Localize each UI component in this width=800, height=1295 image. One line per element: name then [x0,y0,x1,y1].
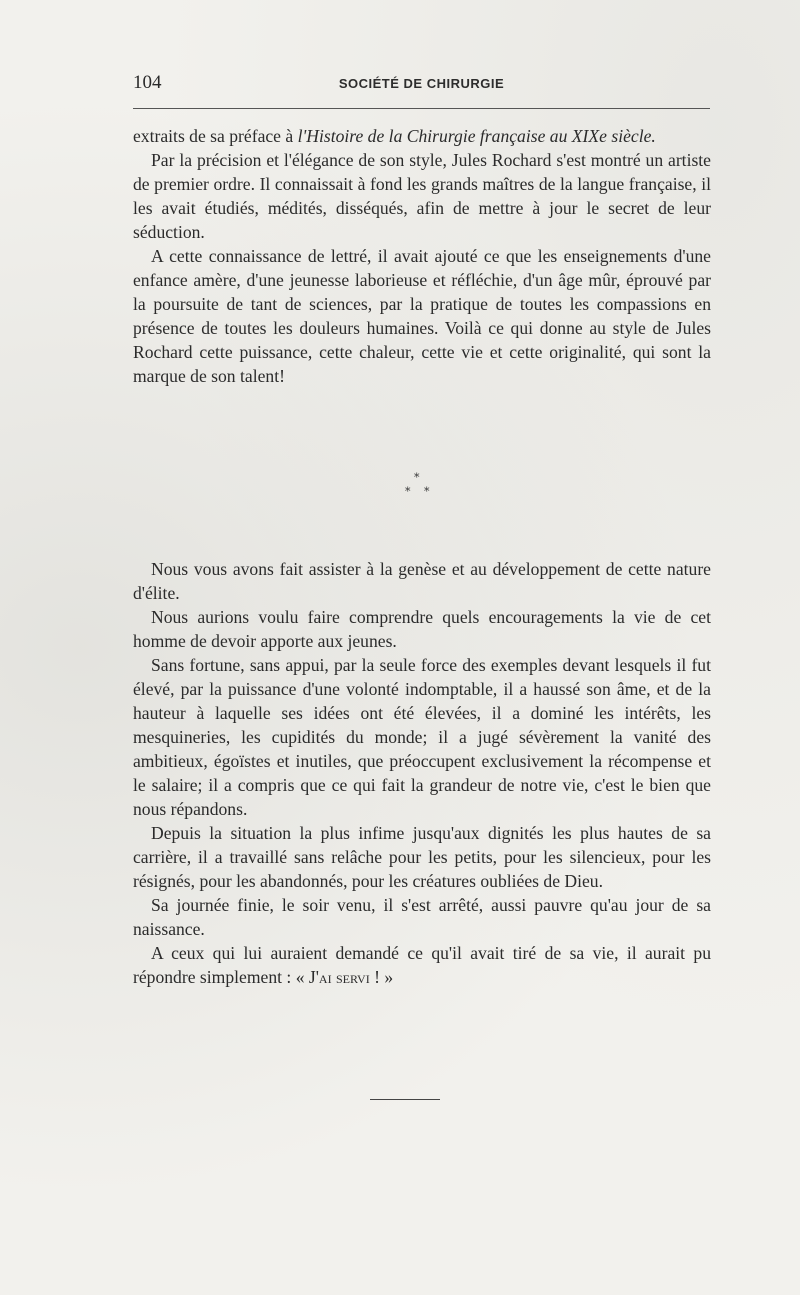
final-paragraph-text: A ceux qui lui auraient demandé ce qu'il avait tiré de sa vie, il aurait pu répondre simplement : « [133,943,711,987]
paragraph-journee: Sa journée finie, le soir venu, il s'est arrêté, aussi pauvre qu'au jour de sa naissance. [133,895,711,939]
section-separator-asterism [403,472,433,508]
end-rule [370,1099,440,1100]
page-header [133,72,710,98]
asterism-star-left: * [405,485,411,498]
paragraph-carriere: Depuis la situation la plus infime jusqu'aux dignités les plus hautes de sa carrière, il a travaillé sans relâche pour les petits, pour les silencieux, pour les résignés, pour les abandonnés, pour les créatures oubliées de Dieu. [133,823,711,891]
book-title-reference: l'Histoire de la Chirurgie française au XIXe siècle. [297,126,656,146]
paragraph-connaissance: A cette connaissance de lettré, il avait ajouté ce que les enseignements d'une enfance amère, d'une jeunesse laborieuse et réfléchie, d'un âge mûr, éprouvé par la poursuite de tant de sciences, par la pratique de toutes les compassions en présence de toutes les douleurs humaines. Voilà ce qui donne au style de Jules Rochard cette puissance, cette chaleur, cette vie et cette originalité, qui sont la marque de son talent! [133,246,711,386]
header-rule [133,108,710,109]
final-emphasis: J'ai servi ! [308,967,380,987]
text-block-upper [133,124,711,388]
paragraph-encouragements: Nous aurions voulu faire comprendre quels encouragements la vie de cet homme de devoir apporte aux jeunes. [133,607,711,651]
paragraph-continuation [133,124,711,148]
paragraph-continuation-text: extraits de sa préface à [133,126,298,146]
final-closing-quote: » [379,967,394,987]
paragraph-sans-fortune: Sans fortune, sans appui, par la seule force des exemples devant lesquels il fut élevé, par la puissance d'une volonté indomptable, il a haussé son âme, et de la hauteur à laquelle ses idées ont été élevées, il a dominé les intérêts, les mesquineries, les cupidités du monde; il a jugé sévèrement la vanité des ambitieux, égoïstes et inutiles, que préoccupent exclusivement la récompense et le salaire; il a compris que ce qui fait la grandeur de notre vie, c'est le bien que nous répandons. [133,655,711,819]
page-number: 104 [133,72,162,93]
asterism-star-top: * [414,471,420,484]
paragraph-style: Par la précision et l'élégance de son style, Jules Rochard s'est montré un artiste de premier ordre. Il connaissait à fond les grands maîtres de la langue française, il les avait étudiés, médités, disséqués, afin de mettre à jour le secret de leur séduction. [133,150,711,242]
text-block-lower [133,557,711,989]
asterism-star-right: * [424,485,430,498]
running-title: SOCIÉTÉ DE CHIRURGIE [338,76,505,91]
paragraph-genese: Nous vous avons fait assister à la genèse et au développement de cette nature d'élite. [133,559,711,603]
paragraph-final [133,941,711,989]
